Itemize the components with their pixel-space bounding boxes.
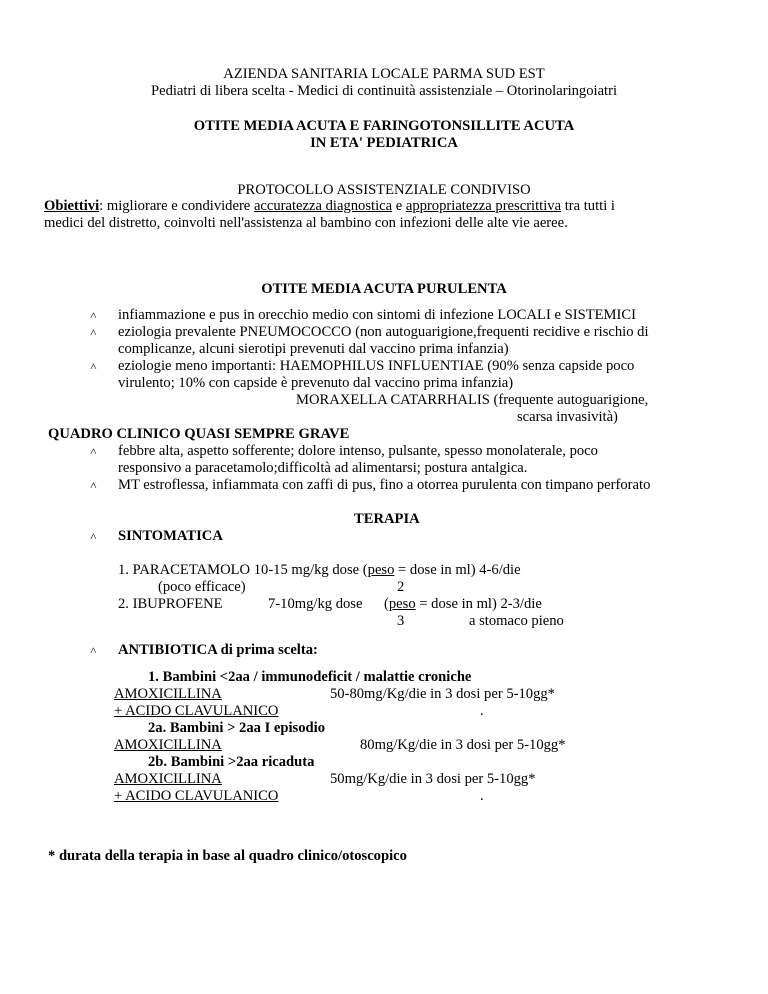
- doc-title-line2: IN ETA' PEDIATRICA: [310, 135, 458, 151]
- ibuprofen-dose: 7-10mg/kg dose: [268, 596, 363, 612]
- oma-bullet-2-cont: complicanze, alcuni sierotipi prevenuti dal vaccino prima infanzia): [118, 341, 509, 357]
- group-1-drug-2: + ACIDO CLAVULANICO: [114, 703, 279, 719]
- caret-up-bullet-icon: [90, 642, 97, 659]
- group-1-heading: 1. Bambini <2aa / immunodeficit / malattie croniche: [148, 669, 472, 685]
- group-2a-dose-1: 80mg/Kg/die in 3 dosi per 5-10gg*: [360, 737, 566, 753]
- paracetamol-note: (poco efficace): [158, 579, 246, 595]
- caret-up-bullet-icon: [90, 324, 97, 341]
- oma-bullet-3-moraxella-cont: scarsa invasività): [517, 409, 618, 425]
- paracetamol-divisor: 2: [397, 579, 405, 595]
- caret-up-bullet-icon: [90, 358, 97, 375]
- protocol-title: PROTOCOLLO ASSISTENZIALE CONDIVISO: [237, 182, 531, 198]
- caret-up-bullet-icon: [90, 307, 97, 324]
- therapy-heading: TERAPIA: [354, 511, 420, 527]
- ibuprofen-divisor: 3: [397, 613, 405, 629]
- paracetamol-line: 1. PARACETAMOLO 10-15 mg/kg dose (peso = dose in ml) 4-6/die: [118, 562, 521, 578]
- group-2b-drug-2: + ACIDO CLAVULANICO: [114, 788, 279, 804]
- group-2b-drug-1: AMOXICILLINA: [114, 771, 222, 787]
- group-1-drug-1: AMOXICILLINA: [114, 686, 222, 702]
- oma-heading: OTITE MEDIA ACUTA PURULENTA: [261, 281, 507, 297]
- objectives-line2: medici del distretto, coinvolti nell'assistenza al bambino con infezioni delle alte vie aeree.: [44, 215, 568, 231]
- caret-up-bullet-icon: [90, 528, 97, 545]
- ibuprofen-formula: (peso = dose in ml) 2-3/die: [384, 596, 542, 612]
- org-name: AZIENDA SANITARIA LOCALE PARMA SUD EST: [223, 66, 545, 82]
- oma-bullet-2: eziologia prevalente PNEUMOCOCCO (non autoguarigione,frequenti recidive e rischio di: [118, 324, 649, 340]
- oma-bullet-3: eziologie meno importanti: HAEMOPHILUS INFLUENTIAE (90% senza capside poco: [118, 358, 635, 374]
- caret-up-bullet-icon: [90, 477, 97, 494]
- ibuprofen-note: a stomaco pieno: [469, 613, 564, 629]
- objectives-label: Obiettivi: [44, 198, 100, 214]
- clinical-bullet-1: febbre alta, aspetto sofferente; dolore intenso, pulsante, spesso monolaterale, poco: [118, 443, 598, 459]
- caret-up-bullet-icon: [90, 443, 97, 460]
- therapy-footnote: * durata della terapia in base al quadro clinico/otoscopico: [48, 848, 407, 864]
- oma-bullet-3-cont: virulento; 10% con capside è prevenuto dal vaccino prima infanzia): [118, 375, 514, 391]
- symptomatic-heading: SINTOMATICA: [118, 528, 223, 544]
- group-2a-drug-1: AMOXICILLINA: [114, 737, 222, 753]
- group-2a-heading: 2a. Bambini > 2aa I episodio: [148, 720, 325, 736]
- objectives-line1: Obiettivi: migliorare e condividere accuratezza diagnostica e appropriatezza prescrittiva tra tutti i: [44, 198, 615, 214]
- clinical-picture-heading: QUADRO CLINICO QUASI SEMPRE GRAVE: [48, 426, 350, 442]
- antibiotic-heading: ANTIBIOTICA di prima scelta:: [118, 642, 318, 658]
- group-1-dose-1: 50-80mg/Kg/die in 3 dosi per 5-10gg*: [330, 686, 555, 702]
- oma-bullet-1: infiammazione e pus in orecchio medio con sintomi di infezione LOCALI e SISTEMICI: [118, 307, 636, 323]
- group-2b-dose-2: .: [480, 788, 484, 804]
- clinical-bullet-1-cont: responsivo a paracetamolo;difficoltà ad alimentarsi; postura antalgica.: [118, 460, 528, 476]
- group-2b-dose-1: 50mg/Kg/die in 3 dosi per 5-10gg*: [330, 771, 536, 787]
- doc-title-line1: OTITE MEDIA ACUTA E FARINGOTONSILLITE ACUTA: [193, 118, 575, 134]
- org-subtitle: Pediatri di libera scelta - Medici di continuità assistenziale – Otorinolaringoiatri: [150, 83, 618, 99]
- group-1-dose-2: .: [480, 703, 484, 719]
- clinical-bullet-2: MT estroflessa, infiammata con zaffi di pus, fino a otorrea purulenta con timpano perforato: [118, 477, 651, 493]
- group-2b-heading: 2b. Bambini >2aa ricaduta: [148, 754, 315, 770]
- ibuprofen-label: 2. IBUPROFENE: [118, 596, 223, 612]
- oma-bullet-3-moraxella: MORAXELLA CATARRHALIS (frequente autoguarigione,: [296, 392, 649, 408]
